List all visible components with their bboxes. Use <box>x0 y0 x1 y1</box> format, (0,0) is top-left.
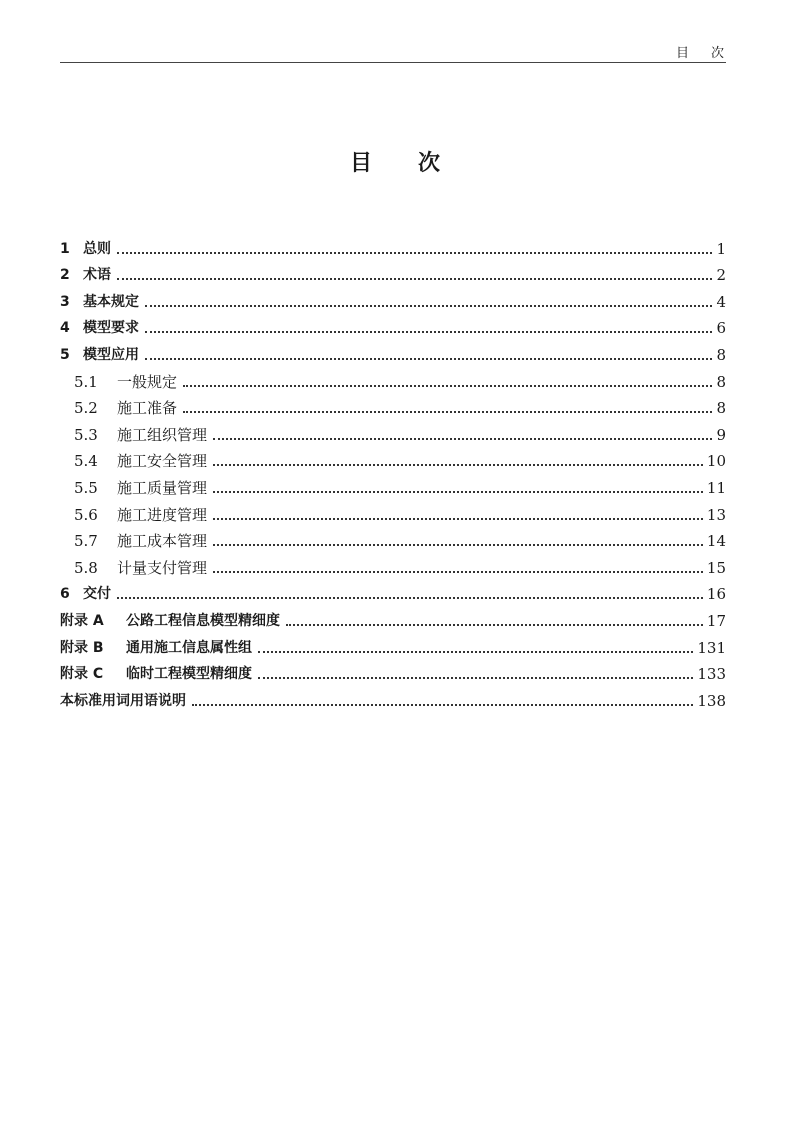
toc-entry-title: 术语 <box>83 267 111 284</box>
table-of-contents <box>60 232 726 711</box>
toc-dot-leader <box>145 305 712 307</box>
toc-entry-page: 1 <box>716 239 726 258</box>
toc-entry[interactable] <box>60 471 726 498</box>
toc-entry-title: 公路工程信息模型精细度 <box>126 612 280 629</box>
toc-entry-number: 附录 A <box>60 612 104 629</box>
toc-dot-leader <box>213 571 703 573</box>
toc-entry-page: 14 <box>706 532 726 551</box>
toc-dot-leader <box>117 597 703 599</box>
toc-entry-page: 131 <box>697 638 726 657</box>
toc-entry[interactable] <box>60 418 726 445</box>
toc-entry[interactable] <box>60 259 726 286</box>
toc-entry-title: 施工准备 <box>117 399 178 418</box>
toc-entry-page: 2 <box>716 266 726 285</box>
toc-entry-number: 4 <box>60 320 70 337</box>
toc-dot-leader <box>286 624 703 626</box>
toc-entry-title: 模型应用 <box>83 346 139 363</box>
toc-entry-number: 5.3 <box>74 425 98 444</box>
toc-entry-page: 13 <box>706 505 726 524</box>
toc-entry-page: 138 <box>697 691 726 710</box>
toc-entry-page: 4 <box>716 292 726 311</box>
toc-entry[interactable] <box>60 578 726 605</box>
toc-entry-page: 6 <box>716 319 726 338</box>
toc-dot-leader <box>192 704 693 706</box>
toc-entry-number: 5.2 <box>74 399 98 418</box>
toc-entry-number: 5.1 <box>74 372 98 391</box>
page-title: 目次 <box>349 151 486 176</box>
toc-entry-title: 总则 <box>83 240 111 257</box>
toc-entry-number: 5.6 <box>74 505 98 524</box>
toc-dot-leader <box>145 358 712 360</box>
toc-dot-leader <box>258 651 693 653</box>
toc-entry[interactable] <box>60 392 726 419</box>
toc-entry-number: 5 <box>60 346 70 363</box>
toc-entry[interactable] <box>60 365 726 392</box>
toc-dot-leader <box>213 544 703 546</box>
toc-entry-title: 计量支付管理 <box>117 558 208 577</box>
toc-entry-page: 15 <box>706 558 726 577</box>
toc-entry-title: 施工进度管理 <box>117 505 208 524</box>
toc-entry[interactable] <box>60 445 726 472</box>
toc-entry-title: 模型要求 <box>83 320 139 337</box>
toc-entry-number: 5.8 <box>74 558 98 577</box>
toc-entry-page: 8 <box>716 345 726 364</box>
toc-entry-title: 施工安全管理 <box>117 452 208 471</box>
toc-entry-page: 11 <box>706 478 726 497</box>
toc-entry-number: 5.5 <box>74 478 98 497</box>
toc-entry-title: 本标准用词用语说明 <box>60 692 186 709</box>
toc-entry[interactable] <box>60 338 726 365</box>
toc-entry-title: 施工质量管理 <box>117 478 208 497</box>
toc-entry[interactable] <box>60 312 726 339</box>
toc-entry-number: 3 <box>60 293 70 310</box>
toc-entry-page: 8 <box>716 372 726 391</box>
toc-entry[interactable] <box>60 285 726 312</box>
toc-entry[interactable] <box>60 232 726 259</box>
toc-entry-title: 施工组织管理 <box>117 425 208 444</box>
toc-dot-leader <box>213 464 703 466</box>
toc-dot-leader <box>117 252 712 254</box>
toc-entry-number: 6 <box>60 586 70 603</box>
toc-entry-number: 附录 B <box>60 639 104 656</box>
toc-entry-page: 133 <box>697 665 726 684</box>
toc-entry[interactable] <box>60 551 726 578</box>
toc-dot-leader <box>213 518 703 520</box>
toc-entry-title: 基本规定 <box>83 293 139 310</box>
toc-entry-title: 通用施工信息属性组 <box>126 639 252 656</box>
toc-entry-page: 17 <box>706 611 726 630</box>
toc-entry-number: 附录 C <box>60 666 104 683</box>
toc-dot-leader <box>145 331 712 333</box>
toc-entry-title: 交付 <box>83 586 111 603</box>
toc-entry-page: 10 <box>706 452 726 471</box>
toc-entry-number: 5.4 <box>74 452 98 471</box>
toc-entry-page: 8 <box>716 399 726 418</box>
toc-entry[interactable] <box>60 658 726 685</box>
toc-entry[interactable] <box>60 631 726 658</box>
toc-entry-title: 一般规定 <box>117 372 178 391</box>
toc-entry[interactable] <box>60 684 726 711</box>
running-header <box>60 40 746 63</box>
toc-entry-title: 施工成本管理 <box>117 532 208 551</box>
toc-entry-number: 5.7 <box>74 532 98 551</box>
toc-entry[interactable] <box>60 498 726 525</box>
toc-entry-number: 1 <box>60 240 70 257</box>
toc-entry-page: 16 <box>706 585 726 604</box>
toc-entry[interactable] <box>60 525 726 552</box>
toc-dot-leader <box>117 278 712 280</box>
toc-dot-leader <box>258 677 693 679</box>
toc-entry-number: 2 <box>60 267 70 284</box>
toc-dot-leader <box>213 491 703 493</box>
toc-entry-title: 临时工程模型精细度 <box>126 666 252 683</box>
toc-entry[interactable] <box>60 604 726 631</box>
toc-dot-leader <box>183 385 712 387</box>
toc-dot-leader <box>213 438 712 440</box>
toc-entry-page: 9 <box>716 425 726 444</box>
running-header-text: 目次 <box>675 46 746 61</box>
toc-dot-leader <box>183 411 712 413</box>
